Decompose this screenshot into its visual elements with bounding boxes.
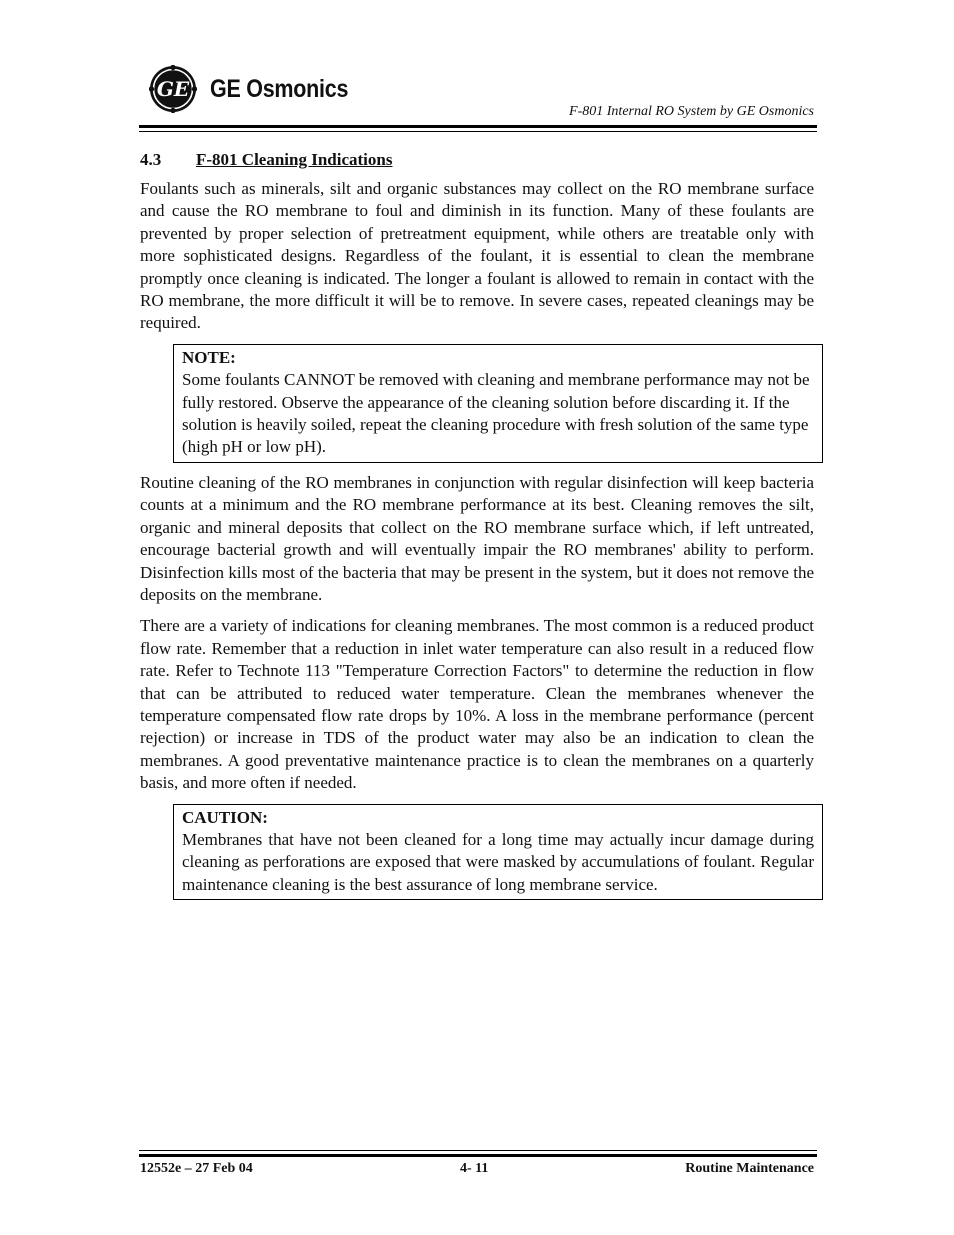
section-title: F-801 Cleaning Indications [196,150,393,169]
note-label: NOTE: [182,347,236,367]
footer-chapter: Routine Maintenance [685,1161,814,1176]
ge-logo-icon [149,65,197,113]
footer-page-number: 4- 11 [460,1161,489,1176]
caution-text: Membranes that have not been cleaned for a long time may actually incur damage during cleaning as perforations are exposed that were masked by accumulations of foulant. Regular maintenance cleaning is the best assurance of long membrane service. [182,829,814,894]
header-rule [139,125,817,128]
caution-box [173,804,823,901]
section-heading [140,150,814,170]
note-text: Some foulants CANNOT be removed with cleaning and membrane performance may not be fully restored. Observe the appearance of the cleaning solution before discarding it. If the solution is heavily soiled, repeat the cleaning procedure with fresh solution of the same type (high pH or low pH). [182,370,810,457]
paragraph-indications: There are a variety of indications for cleaning membranes. The most common is a reduced product flow rate. Remember that a reduction in inlet water temperature can also result in a reduced flow rate. Refer to Technote 113 "Temperature Correction Factors" to determine the reduction in flow that can be attributed to reduced water temperature. Clean the membranes whenever the temperature compensated flow rate drops by 10%. A loss in the membrane performance (percent rejection) or increase in TDS of the product water may also be an indication to clean the membranes. A good preventative maintenance practice is to clean the membranes on a quarterly basis, and more often if needed. [140,616,814,793]
note-box [173,344,823,463]
document-subtitle: F-801 Internal RO System by GE Osmonics [569,104,814,119]
page-content [140,150,814,909]
footer-rule [139,1154,817,1157]
svg-text:GE: GE [156,77,190,101]
paragraph-intro: Foulants such as minerals, silt and organic substances may collect on the RO membrane surface and cause the RO membrane to foul and diminish in its function. Many of these foulants are prevented by proper selection of pretreatment equipment, while others are treatable only with more sophisticated designs. Regardless of the foulant, it is essential to clean the membrane promptly once cleaning is indicated. The longer a foulant is allowed to remain in contact with the RO membrane, the more difficult it will be to remove. In severe cases, repeated cleanings may be required. [140,179,814,333]
paragraph-routine-cleaning: Routine cleaning of the RO membranes in conjunction with regular disinfection will keep bacteria counts at a minimum and the RO membrane performance at its best. Cleaning removes the silt, organic and mineral deposits that collect on the RO membrane surface which, if left untreated, encourage bacterial growth and will eventually impair the RO membranes' ability to perform. Disinfection kills most of the bacteria that may be present in the system, but it does not remove the deposits on the membrane. [140,472,814,604]
section-number: 4.3 [140,150,162,169]
caution-label: CAUTION: [182,807,268,827]
header-rule-thin [139,131,817,132]
footer-doc-id: 12552e – 27 Feb 04 [140,1161,253,1176]
brand-name: GE Osmonics [210,75,349,103]
footer-rule-thin [139,1150,817,1151]
